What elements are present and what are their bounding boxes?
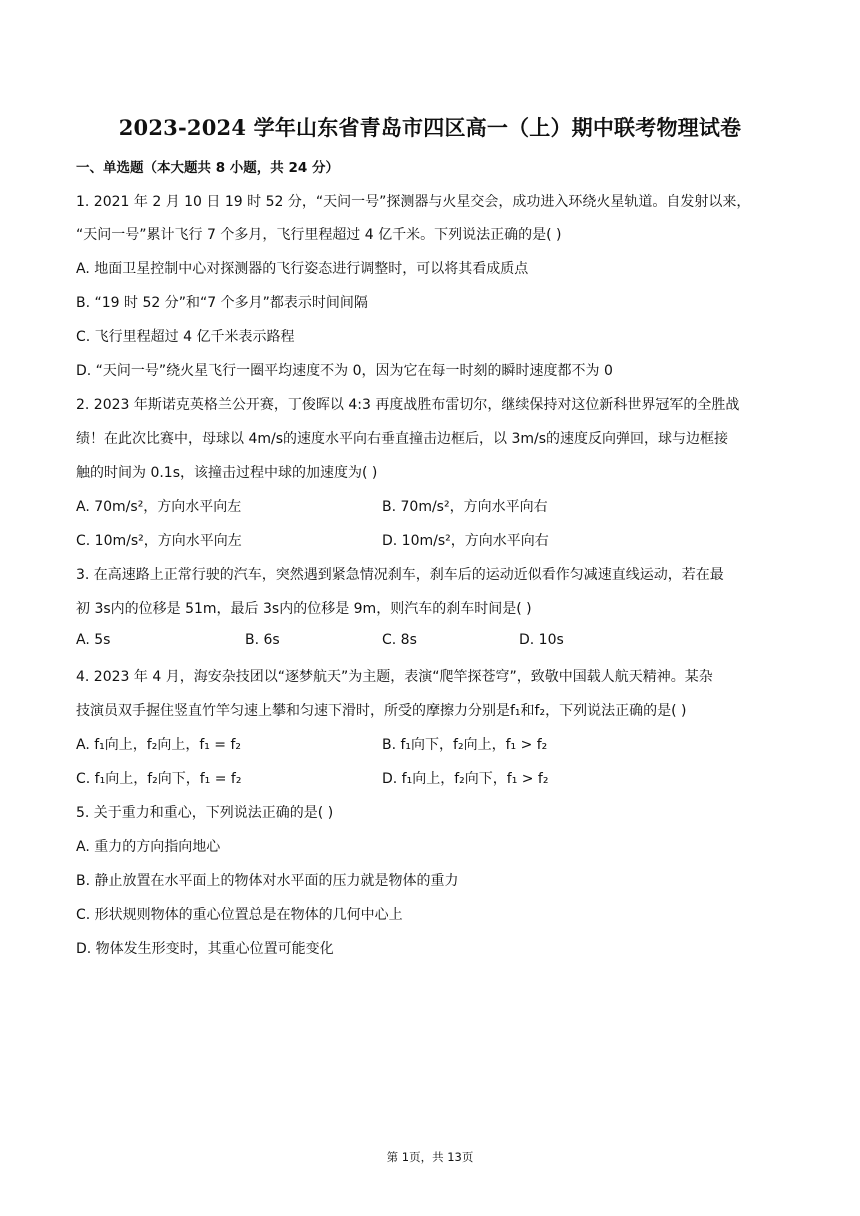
q5-option-c: C. 形状规则物体的重心位置总是在物体的几何中心上 <box>76 907 403 923</box>
page-title: 2023-2024 学年山东省青岛市四区高一（上）期中联考物理试卷 <box>118 115 742 140</box>
q2-stem-line2: 绩！在此次比赛中，母球以 4m/s的速度水平向右垂直撞击边框后，以 3m/s的速度反向弹回，球与边框接 <box>76 431 729 447</box>
q2-stem-line1: 2. 2023 年斯诺克英格兰公开赛，丁俊晖以 4:3 再度战胜布雷切尔，继续保持对这位新科世界冠军的全胜战 <box>76 397 740 413</box>
q1-option-b: B. “19 时 52 分”和“7 个多月”都表示时间间隔 <box>76 295 368 311</box>
q1-option-a: A. 地面卫星控制中心对探测器的飞行姿态进行调整时，可以将其看成质点 <box>76 261 529 277</box>
q3-option-b: B. 6s <box>245 632 280 648</box>
q3-stem-line1: 3. 在高速路上正常行驶的汽车，突然遇到紧急情况刹车，刹车后的运动近似看作匀减速直线运动，若在最 <box>76 567 724 583</box>
q1-option-c: C. 飞行里程超过 4 亿千米表示路程 <box>76 329 295 345</box>
q2-option-c: C. 10m/s²，方向水平向左 <box>76 533 242 549</box>
q4-option-a: A. f₁向上，f₂向上，f₁ = f₂ <box>76 737 242 753</box>
section-heading: 一、单选题（本大题共 8 小题，共 24 分） <box>76 160 339 176</box>
q2-option-d: D. 10m/s²，方向水平向右 <box>382 533 549 549</box>
q5-option-a: A. 重力的方向指向地心 <box>76 839 221 855</box>
q4-option-b: B. f₁向下，f₂向上，f₁ > f₂ <box>382 737 548 753</box>
q3-option-c: C. 8s <box>382 632 417 648</box>
q3-option-a: A. 5s <box>76 632 111 648</box>
page-footer: 第 1页，共 13页 <box>386 1150 474 1164</box>
q5-option-b: B. 静止放置在水平面上的物体对水平面的压力就是物体的重力 <box>76 873 459 889</box>
q4-stem-line2: 技演员双手握住竖直竹竿匀速上攀和匀速下滑时，所受的摩擦力分别是f₁和f₂，下列说法正确的是( ) <box>76 703 687 719</box>
q1-stem-line1: 1. 2021 年 2 月 10 日 19 时 52 分，“天问一号”探测器与火星交会，成功进入环绕火星轨道。自发射以来， <box>76 194 751 210</box>
q2-option-a: A. 70m/s²，方向水平向左 <box>76 499 242 515</box>
q2-option-b: B. 70m/s²，方向水平向右 <box>382 499 548 515</box>
q4-option-c: C. f₁向上，f₂向下，f₁ = f₂ <box>76 771 242 787</box>
q5-stem-line1: 5. 关于重力和重心，下列说法正确的是( ) <box>76 805 334 821</box>
q3-option-d: D. 10s <box>519 632 564 648</box>
q2-stem-line3: 触的时间为 0.1s，该撞击过程中球的加速度为( ) <box>76 465 378 481</box>
q5-option-d: D. 物体发生形变时，其重心位置可能变化 <box>76 941 334 957</box>
q1-option-d: D. “天问一号”绕火星飞行一圈平均速度不为 0，因为它在每一时刻的瞬时速度都不为 0 <box>76 363 613 379</box>
q3-stem-line2: 初 3s内的位移是 51m，最后 3s内的位移是 9m，则汽车的刹车时间是( ) <box>76 601 532 617</box>
q4-stem-line1: 4. 2023 年 4 月，海安杂技团以“逐梦航天”为主题，表演“爬竿探苍穹”，致敬中国载人航天精神。某杂 <box>76 669 713 685</box>
q4-option-d: D. f₁向上，f₂向下，f₁ > f₂ <box>382 771 549 787</box>
q1-stem-line2: “天问一号”累计飞行 7 个多月，飞行里程超过 4 亿千米。下列说法正确的是( ) <box>76 227 562 243</box>
